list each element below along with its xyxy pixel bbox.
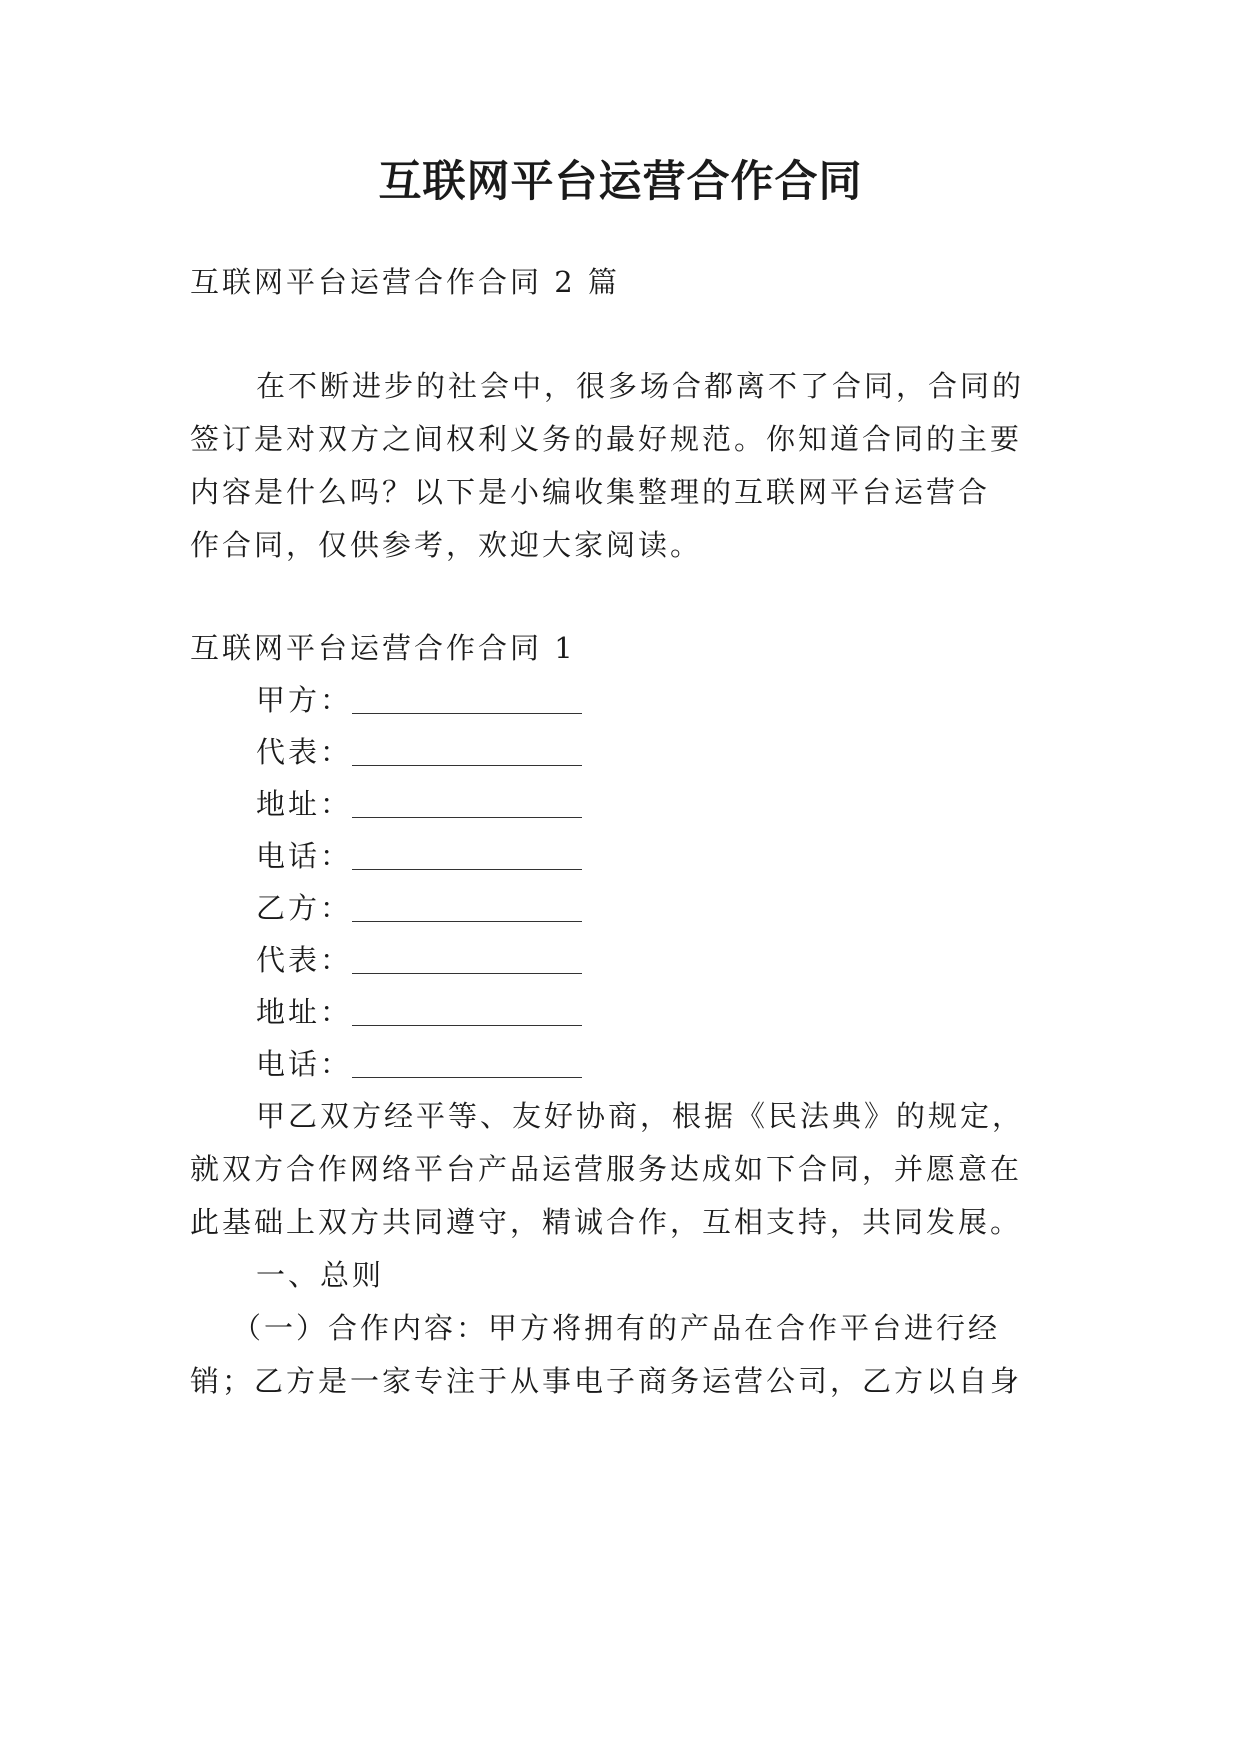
blank-line [352, 869, 582, 870]
contract-1-heading: 互联网平台运营合作合同 1 [190, 631, 576, 665]
clause-line: （一）合作内容：甲方将拥有的产品在合作平台进行经 [232, 1311, 1001, 1345]
field-label: 地址： [256, 995, 353, 1029]
document-title: 互联网平台运营合作合同 [378, 157, 863, 207]
section-1-heading: 一、总则 [256, 1258, 385, 1292]
blank-line [352, 713, 582, 714]
document-subtitle: 互联网平台运营合作合同 2 篇 [190, 265, 620, 299]
blank-line [352, 1025, 582, 1026]
intro-line: 内容是什么吗？以下是小编收集整理的互联网平台运营合 [190, 475, 991, 509]
blank-line [352, 765, 582, 766]
clause-line: 销；乙方是一家专注于从事电子商务运营公司，乙方以自身 [190, 1364, 1023, 1398]
intro-line: 在不断进步的社会中，很多场合都离不了合同，合同的 [256, 369, 1025, 403]
preamble-line: 此基础上双方共同遵守，精诚合作，互相支持，共同发展。 [190, 1205, 1023, 1239]
field-label: 代表： [256, 735, 353, 769]
blank-line [352, 1077, 582, 1078]
blank-line [352, 921, 582, 922]
field-label: 电话： [256, 839, 353, 873]
field-label: 甲方： [256, 683, 353, 717]
field-label: 代表： [256, 943, 353, 977]
field-label: 地址： [256, 787, 353, 821]
field-label: 电话： [256, 1047, 353, 1081]
blank-line [352, 817, 582, 818]
field-label: 乙方： [256, 891, 353, 925]
intro-line: 作合同，仅供参考，欢迎大家阅读。 [190, 528, 703, 562]
preamble-line: 甲乙双方经平等、友好协商，根据《民法典》的规定， [256, 1099, 1025, 1133]
blank-line [352, 973, 582, 974]
preamble-line: 就双方合作网络平台产品运营服务达成如下合同，并愿意在 [190, 1152, 1023, 1186]
intro-line: 签订是对双方之间权利义务的最好规范。你知道合同的主要 [190, 422, 1023, 456]
